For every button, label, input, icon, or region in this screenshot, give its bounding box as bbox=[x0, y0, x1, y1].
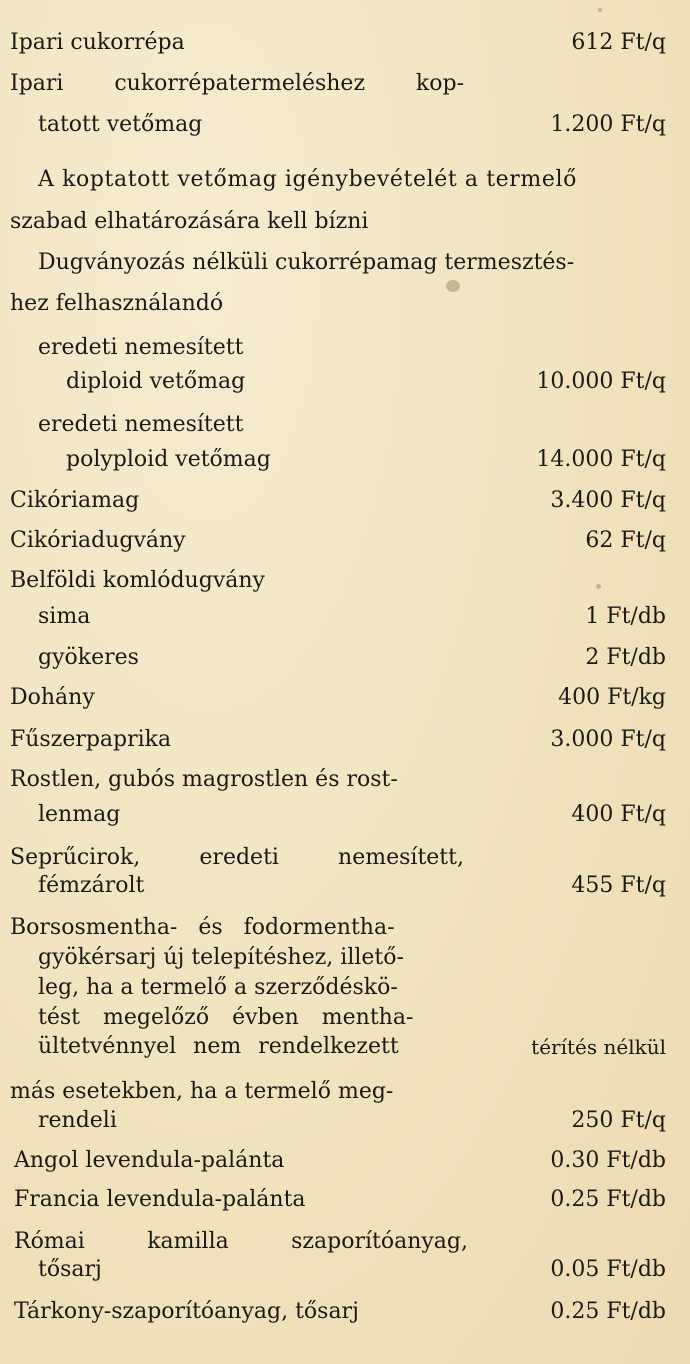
note-text: A koptatott vetőmag igénybevételét a termelő bbox=[38, 167, 577, 192]
row-label: Cikóriadugvány bbox=[10, 528, 186, 553]
row-price: 3.400 Ft/q bbox=[550, 488, 666, 513]
row-komlodugvany bbox=[0, 561, 690, 601]
row-label: polyploid vetőmag bbox=[66, 447, 271, 472]
row-price: 250 Ft/q bbox=[571, 1108, 666, 1133]
row-koptatott-vetomag-2 bbox=[0, 105, 690, 145]
row-label: fémzárolt bbox=[38, 873, 145, 898]
row-price: 14.000 Ft/q bbox=[536, 447, 666, 472]
row-label: Tárkony-szaporítóanyag, tősarj bbox=[14, 1299, 359, 1324]
row-dugvanyozas-1 bbox=[0, 243, 690, 283]
row-rostlen-2 bbox=[0, 795, 690, 835]
row-label: hez felhasználandó bbox=[10, 291, 224, 316]
row-label: tést megelőző évben mentha- bbox=[38, 1005, 414, 1030]
row-price: 0.25 Ft/db bbox=[550, 1299, 666, 1324]
row-polyploid-2 bbox=[0, 440, 690, 480]
row-price: 400 Ft/kg bbox=[558, 685, 666, 710]
row-romai-kamilla-2 bbox=[0, 1250, 690, 1290]
row-label: Rostlen, gubós magrostlen és rost- bbox=[10, 767, 398, 792]
row-label: gyökérsarj új telepítéshez, illető- bbox=[38, 945, 404, 970]
row-label: Borsosmentha- és fodormentha- bbox=[10, 915, 395, 940]
row-price: 62 Ft/q bbox=[585, 528, 666, 553]
row-price: 2 Ft/db bbox=[585, 645, 666, 670]
row-price: 0.25 Ft/db bbox=[550, 1187, 666, 1212]
row-label: Francia levendula-palánta bbox=[14, 1187, 306, 1212]
row-label: tatott vetőmag bbox=[38, 112, 203, 137]
row-francia-levendula bbox=[0, 1180, 690, 1220]
row-fuszerpaprika bbox=[0, 720, 690, 760]
row-label: más esetekben, ha a termelő meg- bbox=[10, 1079, 394, 1104]
row-label: Belföldi komlódugvány bbox=[10, 568, 265, 593]
row-price: térítés nélkül bbox=[531, 1035, 666, 1059]
row-dugvanyozas-2 bbox=[0, 284, 690, 324]
row-koptatott-vetomag-1 bbox=[0, 64, 690, 104]
row-label: Római kamilla szaporítóanyag, bbox=[14, 1229, 468, 1254]
row-price: 612 Ft/q bbox=[571, 30, 666, 55]
row-seprucirok-2 bbox=[0, 866, 690, 906]
row-price: 0.30 Ft/db bbox=[550, 1148, 666, 1173]
row-price: 400 Ft/q bbox=[571, 802, 666, 827]
row-price: 0.05 Ft/db bbox=[550, 1257, 666, 1282]
row-mentha-5 bbox=[0, 1027, 690, 1067]
row-label: Angol levendula-palánta bbox=[14, 1148, 285, 1173]
row-label: Ipari cukorrépatermeléshez kop- bbox=[10, 71, 464, 96]
row-price: 3.000 Ft/q bbox=[550, 727, 666, 752]
row-label: rendeli bbox=[38, 1108, 117, 1133]
row-diploid-2 bbox=[0, 362, 690, 402]
row-label: Dohány bbox=[10, 685, 95, 710]
row-label: Seprűcirok, eredeti nemesített, bbox=[10, 845, 464, 870]
row-price: 1 Ft/db bbox=[585, 604, 666, 629]
row-label: sima bbox=[38, 604, 91, 629]
row-label: diploid vetőmag bbox=[66, 369, 246, 394]
row-ipari-cukorrepa bbox=[0, 23, 690, 63]
row-polyploid-1 bbox=[0, 405, 690, 445]
row-price: 10.000 Ft/q bbox=[536, 369, 666, 394]
ink-spot bbox=[446, 280, 460, 292]
row-label: Fűszerpaprika bbox=[10, 727, 172, 752]
row-komlo-gyokeres bbox=[0, 638, 690, 678]
row-angol-levendula bbox=[0, 1141, 690, 1181]
note-line-1 bbox=[0, 160, 690, 200]
row-label: Cikóriamag bbox=[10, 488, 140, 513]
row-komlo-sima bbox=[0, 597, 690, 637]
row-price: 455 Ft/q bbox=[571, 873, 666, 898]
row-price: 1.200 Ft/q bbox=[550, 112, 666, 137]
row-cikoriamag bbox=[0, 481, 690, 521]
row-label: gyökeres bbox=[38, 645, 139, 670]
row-label: Dugványozás nélküli cukorrépamag termesztés- bbox=[38, 250, 575, 275]
row-label: tősarj bbox=[38, 1257, 102, 1282]
note-line-2 bbox=[0, 202, 690, 242]
row-rostlen-1 bbox=[0, 760, 690, 800]
row-label: ültetvénnyel nem rendelkezett bbox=[38, 1034, 399, 1059]
row-label: lenmag bbox=[38, 802, 121, 827]
row-label: eredeti nemesített bbox=[38, 335, 244, 360]
row-mas-esetekben-2 bbox=[0, 1101, 690, 1141]
ink-speck bbox=[596, 584, 601, 589]
row-cikoriadugvany bbox=[0, 521, 690, 561]
row-label: eredeti nemesített bbox=[38, 412, 244, 437]
ink-speck bbox=[598, 8, 602, 12]
row-dohany bbox=[0, 678, 690, 718]
row-tarkony bbox=[0, 1292, 690, 1332]
note-text: szabad elhatározására kell bízni bbox=[10, 209, 369, 234]
row-label: leg, ha a termelő a szerződéskö- bbox=[38, 975, 398, 1000]
row-label: Ipari cukorrépa bbox=[10, 30, 185, 55]
